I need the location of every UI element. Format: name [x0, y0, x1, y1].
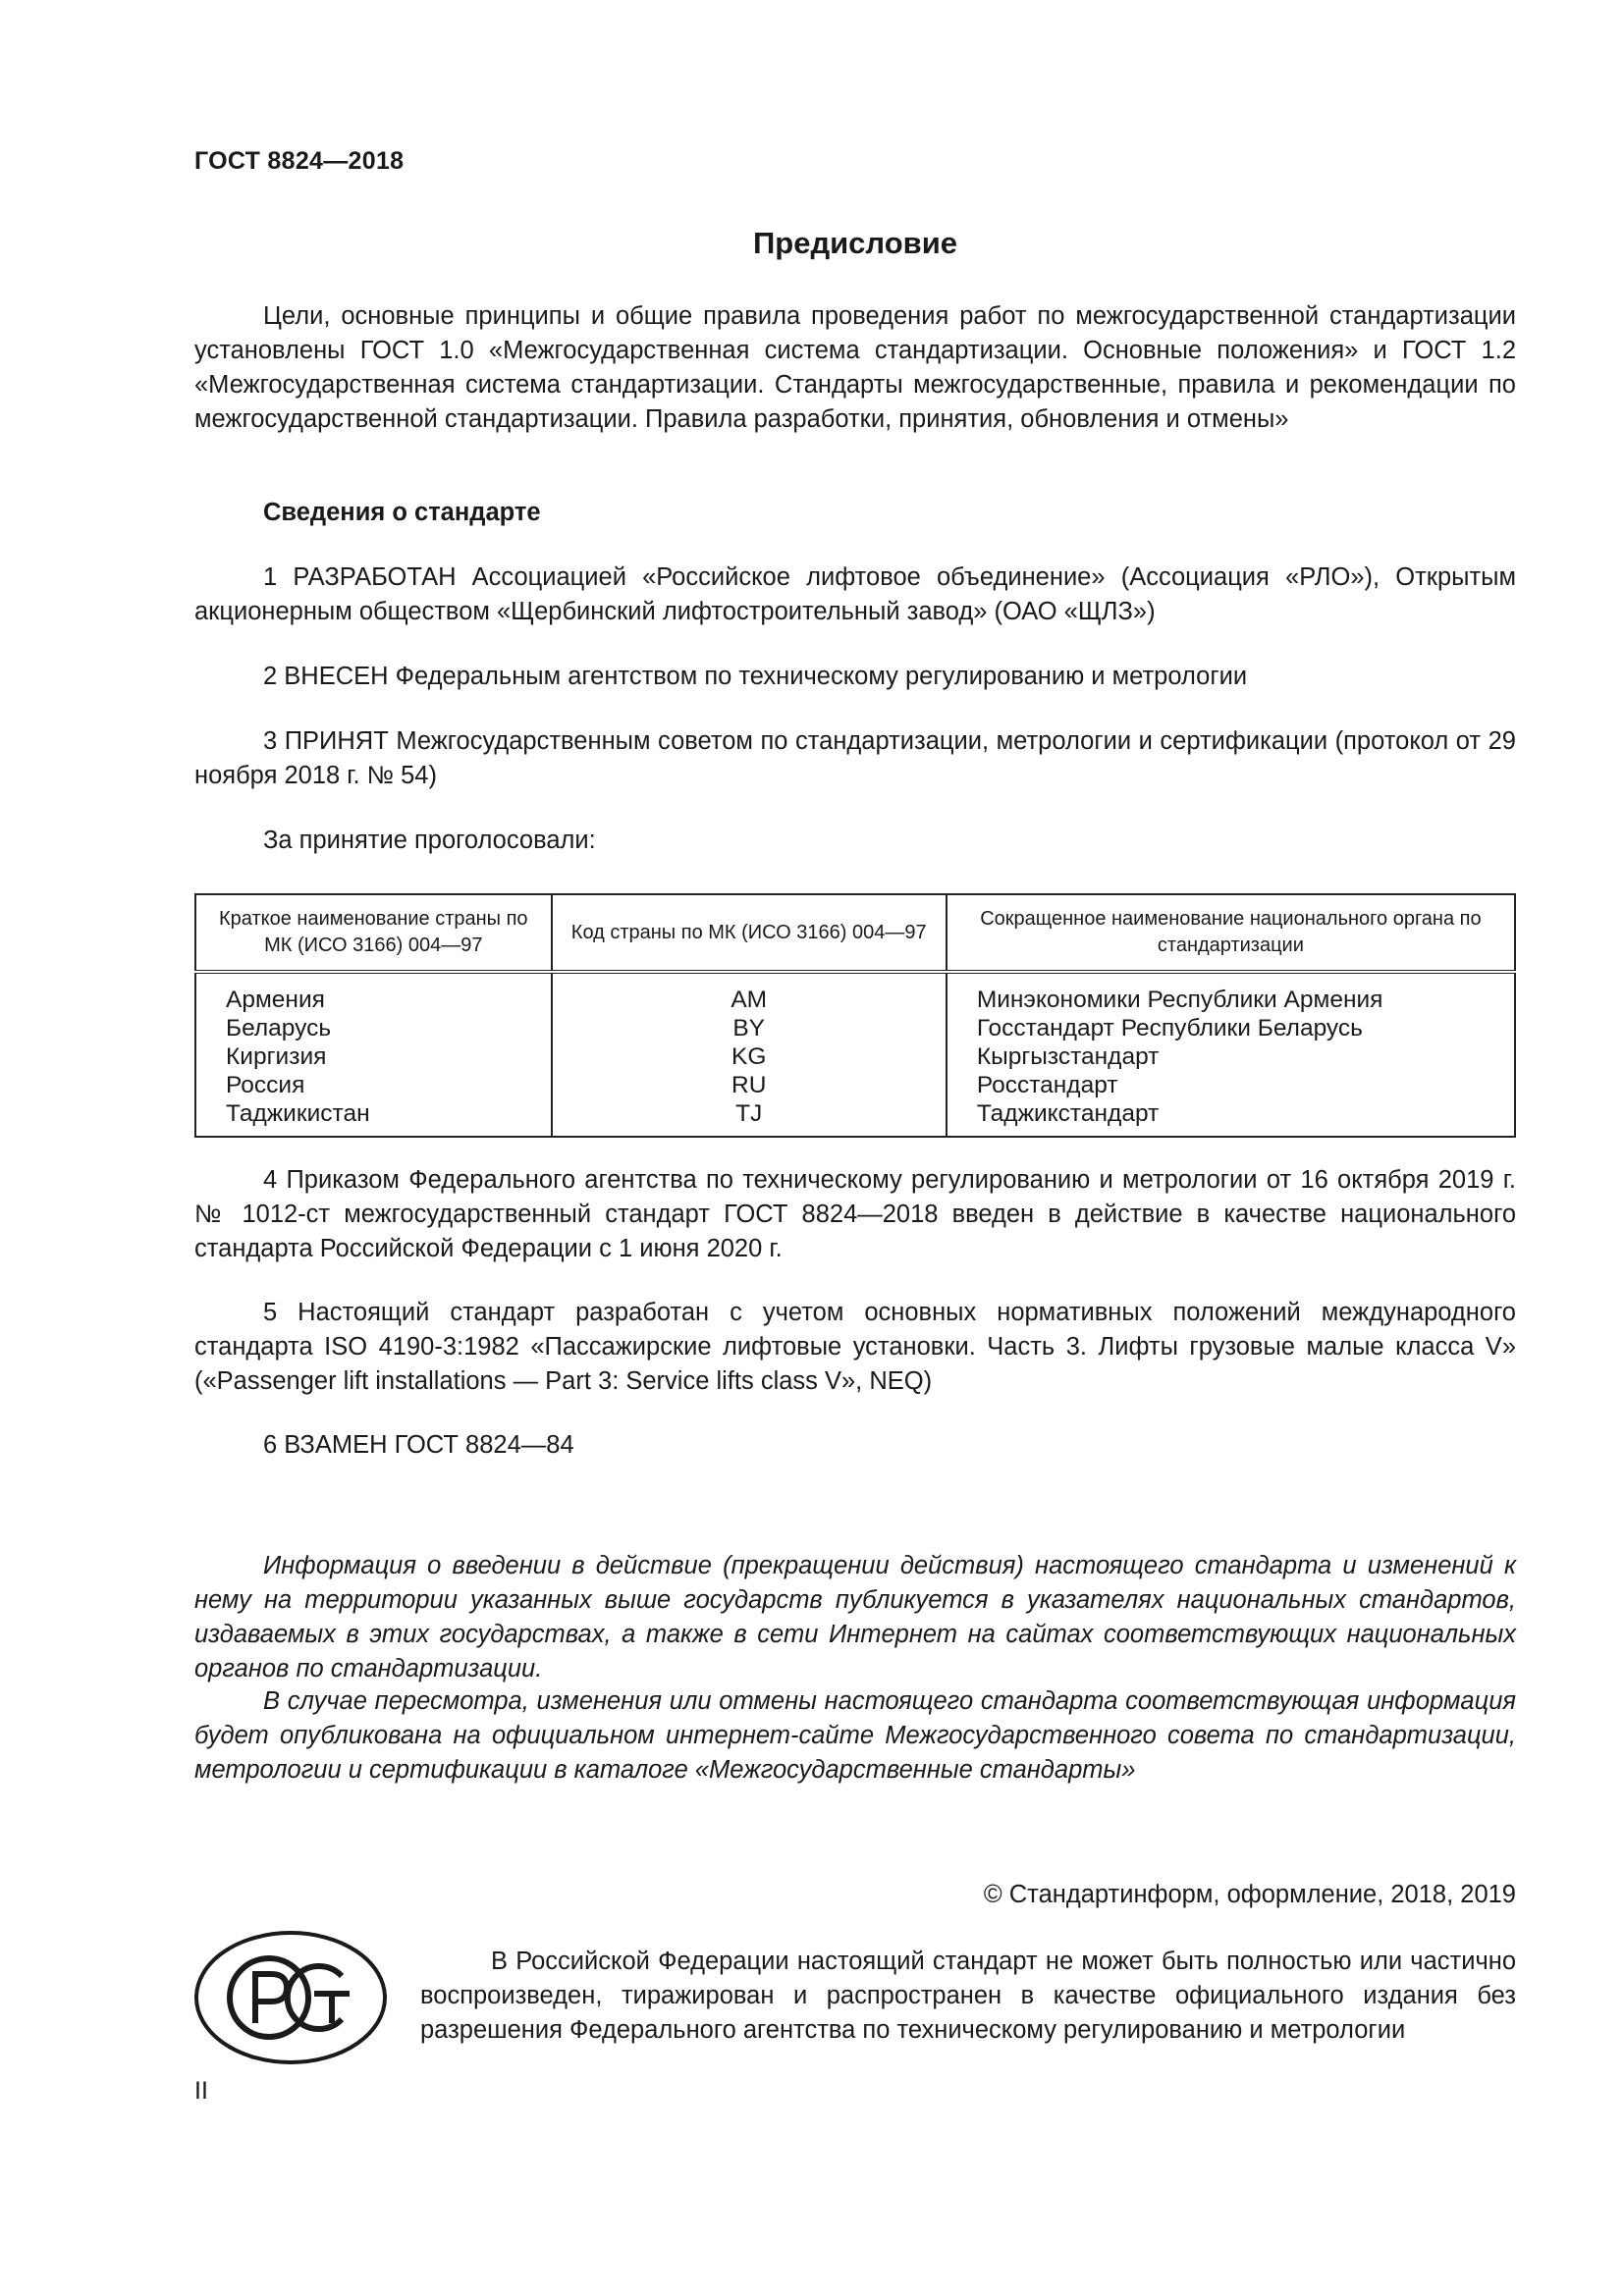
table-row — [195, 1042, 1515, 1071]
rst-certification-mark-icon — [192, 1929, 389, 2066]
table-row — [195, 1071, 1515, 1099]
cell-agency: Госстандарт Республики Беларусь — [947, 1014, 1515, 1042]
cell-code: BY — [552, 1014, 947, 1042]
cell-country: Россия — [226, 1072, 305, 1098]
member-states-table — [194, 893, 1516, 1138]
table-row — [195, 972, 1515, 1014]
table-row — [195, 1099, 1515, 1137]
cell-country: Беларусь — [226, 1015, 332, 1041]
info-item-2: 2 ВНЕСЕН Федеральным агентством по техническому регулированию и метрологии — [263, 663, 1248, 690]
cell-country: Таджикистан — [226, 1100, 370, 1127]
cell-code: TJ — [552, 1099, 947, 1137]
cell-code: KG — [552, 1042, 947, 1071]
info-item-1: 1 РАЗРАБОТАН Ассоциацией «Российское лифтовое объединение» (Ассоциация «РЛО»), Открытым акционерным обществом «Щербинский лифтостроительный завод» (ОАО «ЩЛЗ») — [194, 563, 1516, 625]
cell-agency: Кыргызстандарт — [947, 1042, 1515, 1071]
cell-agency: Таджикстандарт — [947, 1099, 1515, 1137]
cell-code: RU — [552, 1071, 947, 1099]
table-row — [195, 1014, 1515, 1042]
cell-code: AM — [552, 972, 947, 1014]
cell-agency: Минэкономики Республики Армения — [947, 972, 1515, 1014]
cell-country: Армения — [226, 987, 325, 1013]
copyright-notice — [420, 1945, 1516, 2048]
document-id-header: ГОСТ 8824—2018 — [194, 147, 405, 175]
page-number: II — [194, 2077, 208, 2105]
info-heading: Сведения о стандарте — [263, 499, 541, 526]
voted-label: За принятие проголосовали: — [263, 827, 596, 854]
table-header-row — [195, 894, 1515, 972]
info-item-6: 6 ВЗАМЕН ГОСТ 8824—84 — [263, 1431, 574, 1459]
notice-text: В Российской Федерации настоящий стандарт не может быть полностью или частично воспроизведен, тиражирован и распространен в качестве официального издания без разрешения Федерального агентства по техническому регулированию и метрологии — [420, 1948, 1516, 2044]
preface-paragraph: Цели, основные принципы и общие правила проведения работ по межгосударственной стандартизации установлены ГОСТ 1.0 «Межгосударственная система стандартизации. Основные положения» и ГОСТ 1.2 «Межгосударственная система стандартизации. Стандарты межгосударственные, правила и рекомендации по межгосударственной стандартизации. Правила разработки, принятия, обновления и отмены» — [194, 302, 1516, 433]
column-header-code: Код страны по МК (ИСО 3166) 004—97 — [552, 894, 947, 972]
cell-country: Киргизия — [226, 1043, 327, 1070]
info-item-5: 5 Настоящий стандарт разработан с учетом основных нормативных положений международного стандарта ISO 4190-3:1982 «Пассажирские лифтовые установки. Часть 3. Лифты грузовые малые класса V» («Passenger lift installations — Part 3: Service lifts class V», NEQ) — [194, 1299, 1516, 1395]
italic-note-2: В случае пересмотра, изменения или отмены настоящего стандарта соответствующая информация будет опубликована на официальном интернет-сайте Межгосударственного совета по стандартизации, метрологии и сертификации в каталоге «Межгосударственные стандарты» — [194, 1687, 1516, 1784]
copyright-line: © Стандартинформ, оформление, 2018, 2019 — [983, 1881, 1516, 1908]
column-header-country: Краткое наименование страны по МК (ИСО 3166) 004—97 — [195, 894, 552, 972]
info-item-4: 4 Приказом Федерального агентства по техническому регулированию и метрологии от 16 октября 2019 г. № 1012-ст межгосударственный стандарт ГОСТ 8824—2018 введен в действие в качестве национального стандарта Российской Федерации с 1 июня 2020 г. — [194, 1166, 1516, 1262]
document-page — [194, 0, 1516, 2296]
page-title: Предисловие — [752, 226, 957, 260]
italic-note-1: Информация о введении в действие (прекращении действия) настоящего стандарта и изменений к нему на территории указанных выше государств публикуется в указателях национальных стандартов, издаваемых в этих государствах, а также в сети Интернет на сайтах соответствующих национальных органов по стандартизации. — [194, 1552, 1516, 1682]
cell-agency: Росстандарт — [947, 1071, 1515, 1099]
column-header-agency: Сокращенное наименование национального органа по стандартизации — [947, 894, 1515, 972]
info-item-3: 3 ПРИНЯТ Межгосударственным советом по стандартизации, метрологии и сертификации (протокол от 29 ноября 2018 г. № 54) — [194, 727, 1516, 789]
